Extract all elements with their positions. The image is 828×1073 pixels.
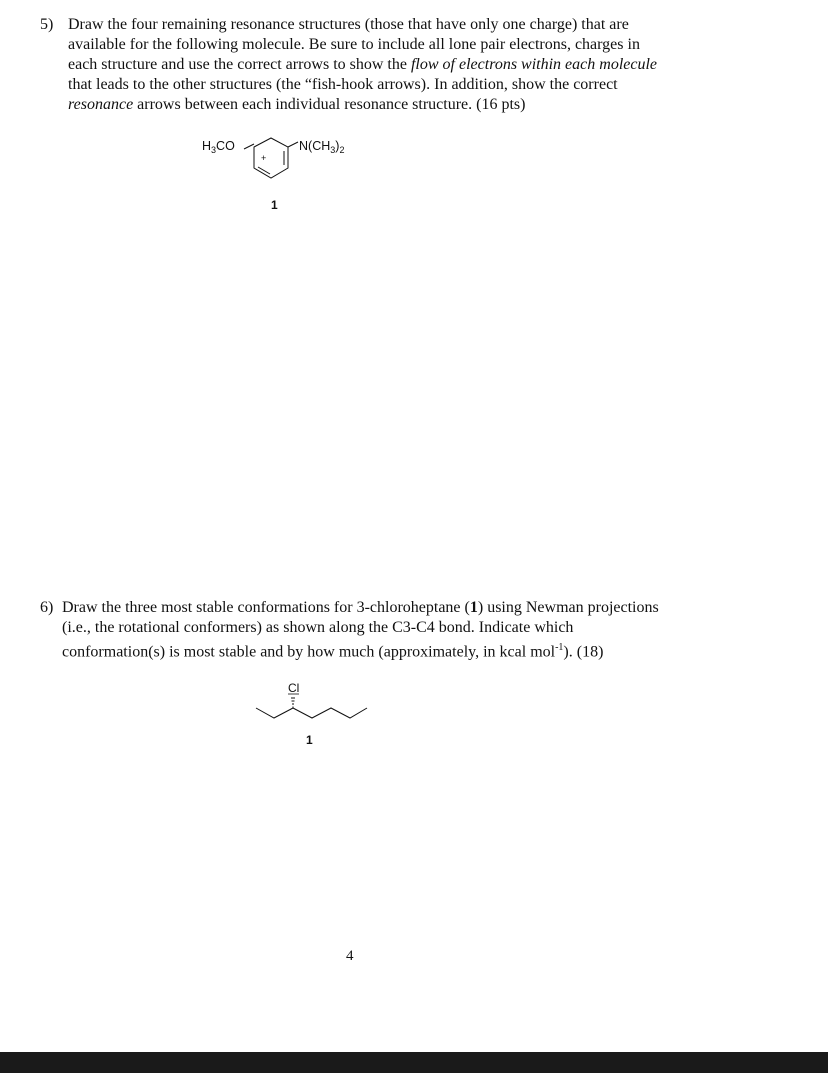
benzene-ring bbox=[254, 138, 288, 178]
q6-compound-label: 1 bbox=[306, 733, 313, 747]
question-5 bbox=[40, 15, 800, 115]
q5-line-5-italic: resonance bbox=[68, 96, 134, 113]
q6-molecule-structure bbox=[250, 675, 380, 750]
hashed-wedge-bond bbox=[291, 698, 295, 707]
bottom-bar bbox=[0, 1052, 828, 1073]
q5-line-1: Draw the four remaining resonance structures (those that have only one charge) that are bbox=[68, 16, 629, 33]
page-number: 4 bbox=[346, 948, 354, 964]
carbon-chain bbox=[256, 708, 367, 718]
question-6-number: 6) bbox=[40, 599, 54, 616]
q5-line-3 bbox=[68, 55, 800, 75]
q5-compound-label: 1 bbox=[271, 198, 278, 212]
q6-line-3-b: ). (18) bbox=[563, 643, 604, 661]
question-6 bbox=[40, 598, 800, 662]
question-5-number: 5) bbox=[40, 16, 54, 33]
q5-line-5 bbox=[68, 95, 800, 115]
dimethylamino-group-label: $N(CH_3)_2$ bbox=[299, 139, 345, 155]
q6-line-1 bbox=[62, 598, 800, 618]
positive-charge: + bbox=[261, 153, 267, 163]
ring-n-bond bbox=[288, 142, 298, 147]
q6-line-1-c: ) using Newman projections bbox=[477, 599, 659, 616]
q6-line-1-bold: 1 bbox=[469, 599, 478, 616]
q5-line-2: available for the following molecule. Be sure to include all lone pair electrons, charges in bbox=[68, 36, 640, 53]
question-6-text bbox=[62, 598, 800, 662]
methoxy-group-label: $H_3CO$ bbox=[202, 139, 235, 155]
o-ring-bond bbox=[244, 144, 254, 149]
q6-line-3-sup: -1 bbox=[555, 642, 564, 653]
q5-line-5-text: arrows between each individual resonance structure. (16 pts) bbox=[133, 96, 526, 113]
q6-line-1-a: Draw the three most stable conformations for 3-chloroheptane ( bbox=[62, 599, 470, 616]
q5-line-3-text: each structure and use the correct arrows to show the bbox=[68, 56, 411, 73]
q5-line-3-italic: flow of electrons within each molecule bbox=[410, 56, 658, 73]
ring-double-bond-bottom bbox=[258, 167, 270, 174]
q5-molecule-structure bbox=[190, 130, 380, 220]
q6-line-3 bbox=[62, 638, 800, 662]
q6-line-2: (i.e., the rotational conformers) as shown along the C3-C4 bond. Indicate which bbox=[62, 619, 574, 636]
q5-line-4: that leads to the other structures (the “fish-hook arrows). In addition, show the correct bbox=[68, 76, 618, 93]
question-5-text bbox=[68, 15, 800, 115]
chlorine-label: Cl bbox=[288, 681, 300, 695]
q6-line-3-a: conformation(s) is most stable and by how much (approximately, in kcal mol bbox=[62, 643, 556, 661]
